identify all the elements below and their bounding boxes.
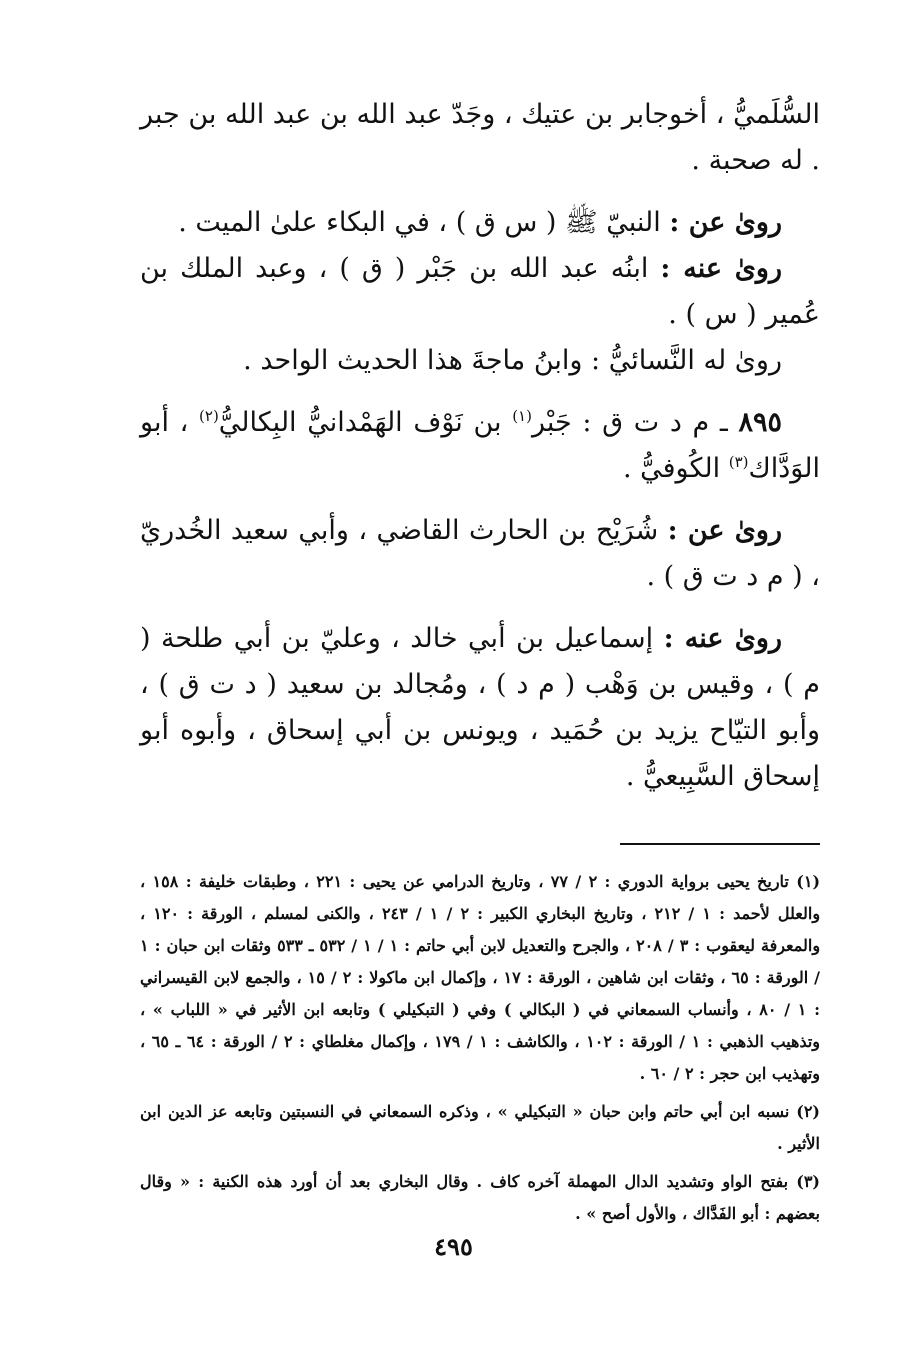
paragraph-narrated-by [140,246,820,338]
paragraph-entry-narrated-by [140,616,820,800]
page-number: ٤٩٥ [434,1232,473,1261]
footnote-number: (٣) [796,1172,820,1191]
paragraph-narrated-from [140,200,820,246]
entry-heading [140,400,820,492]
entry-number: ٨٩٥ [738,407,782,438]
footnote-text: بفتح الواو وتشديد الدال المهملة آخره كاف . وقال البخاري بعد أن أورد هذه الكنية : « وقال بعضهم : أبو الفَدَّاك ، والأول أصح » . [140,1172,820,1223]
entry-narrated-by-text: إسماعيل بن أبي خالد ، وعليّ بن أبي طلحة ( م ) ، وقيس بن وَهْب ( م د ) ، ومُجالد بن سعيد ( د ت ق ) ، وأبو التيّاح يزيد بن حُمَيد ، ويونس بن أبي إسحاق ، وأبوه أبو إسحاق السَّبِيعيُّ . [140,623,820,792]
footnote-text: نسبه ابن أبي حاتم وابن حبان « التبكيلي » ، وذكره السمعاني في النسبتين وتابعه عز الدين ابن الأثير . [140,1102,820,1153]
intro-text: السُّلَميُّ ، أخوجابر بن عتيك ، وجَدّ عبد الله بن عبد الله بن جبر . له صحبة . [140,99,820,176]
entry-lineage: بن نَوْف الهَمْدانيُّ البِكاليُّ [218,407,502,438]
entry-nisba: الكُوفيُّ . [622,453,721,484]
entry-narrated-by-label: روىٰ عنه : [663,623,782,654]
entry-narrated-from-label: روىٰ عن : [667,515,782,546]
footnote-ref-1: (١) [512,407,532,425]
footnote-3 [140,1166,820,1230]
footnote-ref-2: (٢) [199,407,219,425]
paragraph-reported-by [140,338,820,384]
entry-narrated-from-text: شُرَيْح بن الحارث القاضي ، وأبي سعيد الخُدريّ ، ( م د ت ق ) . [140,515,820,592]
paragraph-intro [140,92,820,184]
narrated-by-label: روىٰ عنه : [660,253,782,284]
narrated-by-text: ابنُه عبد الله بن جَبْر ( ق ) ، وعبد الملك بن عُمير ( س ) . [140,253,820,330]
entry-codes: ـ م د ت ق : [582,407,728,438]
footnote-ref-3: (٣) [728,453,749,471]
footnote-text: تاريخ يحيى برواية الدوري : ٢ / ٧٧ ، وتاريخ الدرامي عن يحيى : ٢٢١ ، وطبقات خليفة : ١٥٨ ، والعلل لأحمد : ١ / ٢١٢ ، وتاريخ البخاري الكبير : ٢ / ١ / ٢٤٣ ، والكنى لمسلم ، الورقة : ١٢٠ ، والمعرفة ليعقوب : ٣ / ٢٠٨ ، والجرح والتعديل لابن أبي حاتم : ١ / ١ / ٥٣٢ ـ ٥٣٣ وثقات ابن حبان : ١ / الورقة : ٦٥ ، وثقات ابن شاهين ، الورقة : ١٧ ، وإكمال ابن ماكولا : ٢ / ١٥ ، والجمع لابن القيسراني : ١ / ٨٠ ، وأنساب السمعاني في ( البكالي ) وفي ( التبكيلي ) وتابعه ابن الأثير في « اللباب » ، وتذهيب الذهبي : ١ / الورقة : ١٠٢ ، والكاشف : ١ / ١٧٩ ، وإكمال مغلطاي : ٢ / الورقة : ٦٤ ـ ٦٥ ، وتهذيب ابن حجر : ٢ / ٦٠ . [140,872,821,1083]
reported-by-text: روىٰ له النَّسائيُّ : وابنُ ماجةَ هذا الحديث الواحد . [243,345,782,376]
main-text [140,92,820,800]
footnote-1 [140,866,820,1090]
narrated-from-text: النبيّ ﷺ ( س ق ) ، في البكاء علىٰ الميت . [178,207,661,238]
footnote-divider [620,843,820,845]
footnotes [140,866,820,1236]
footnote-2 [140,1096,820,1160]
entry-name-part: جَبْر [531,407,572,438]
footnote-number: (٢) [796,1102,820,1121]
footnote-number: (١) [796,872,821,891]
paragraph-entry-narrated-from [140,508,820,600]
entry-kunya: ، أبو الوَدَّاك [140,407,820,484]
narrated-from-label: روىٰ عن : [669,207,782,238]
